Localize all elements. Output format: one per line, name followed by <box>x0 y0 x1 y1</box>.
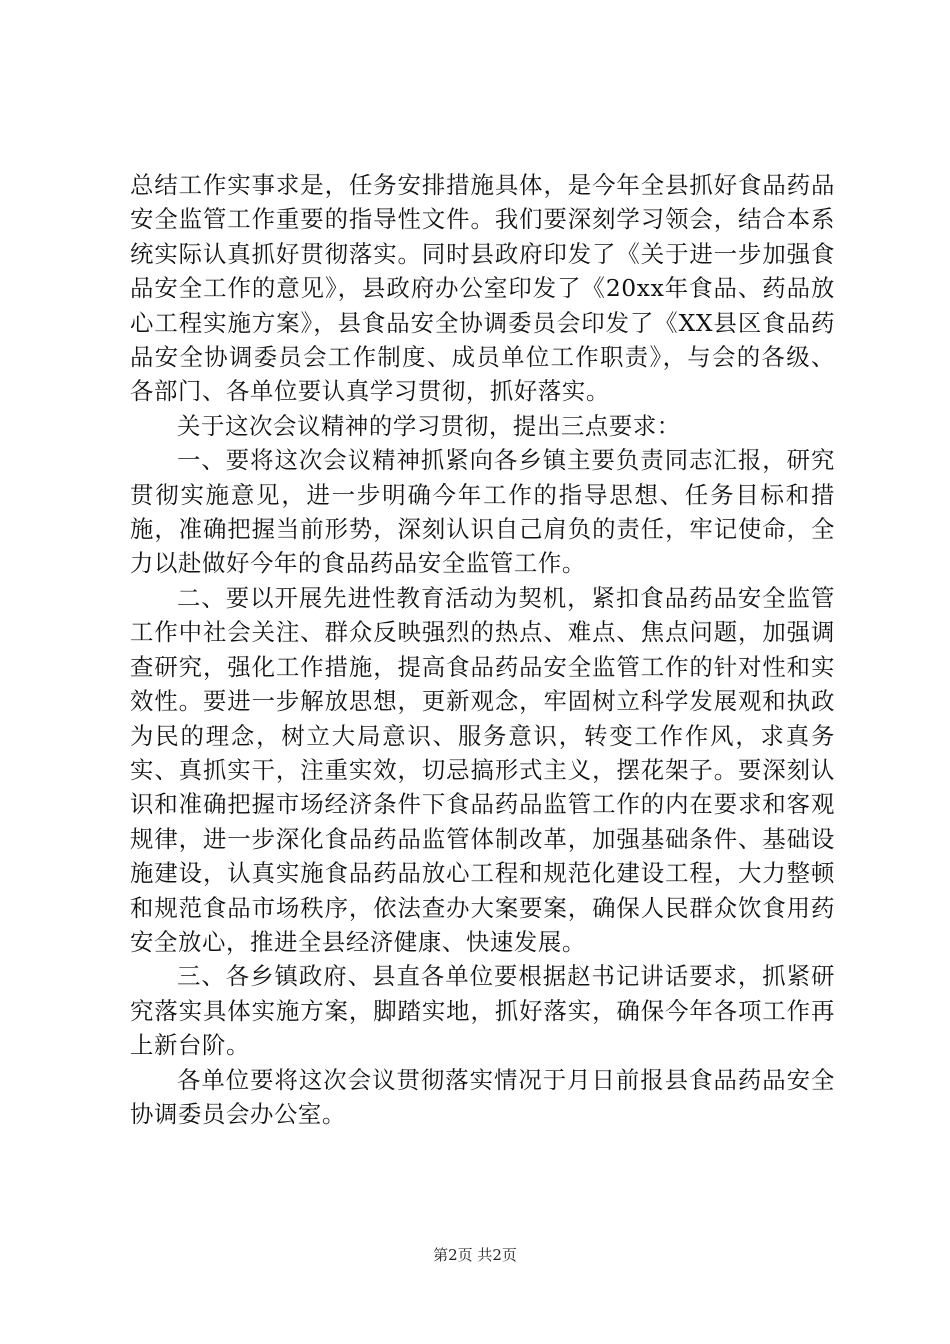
paragraph-closing: 各单位要将这次会议贯彻落实情况于月日前报县食品药品安全协调委员会办公室。 <box>130 1065 835 1128</box>
paragraph-requirement-1: 一、要将这次会议精神抓紧向各乡镇主要负责同志汇报，研究贯彻实施意见，进一步明确今年工作的指导思想、任务目标和措施，准确把握当前形势，深刻认识自己肩负的责任，牢记使命，全力以赴做好今年的食品药品安全监管工作。 <box>130 446 835 578</box>
paragraph-requirement-3: 三、各乡镇政府、县直各单位要根据赵书记讲话要求，抓紧研究落实具体实施方案，脚踏实地，抓好落实，确保今年各项工作再上新台阶。 <box>130 962 835 1060</box>
page-number-footer: 第2页 共2页 <box>433 1246 517 1264</box>
paragraph-continuation: 总结工作实事求是，任务安排措施具体，是今年全县抓好食品药品安全监管工作重要的指导性文件。我们要深刻学习领会，结合本系统实际认真抓好贯彻落实。同时县政府印发了《关于进一步加强食品安全工作的意见》，县政府办公室印发了《20xx年食品、药品放心工程实施方案》，县食品安全协调委员会印发了《XX县区食品药品安全协调委员会工作制度、成员单位工作职责》，与会的各级、各部门、各单位要认真学习贯彻，抓好落实。 <box>130 171 835 406</box>
document-body <box>130 168 835 1131</box>
paragraph-requirement-2: 二、要以开展先进性教育活动为契机，紧扣食品药品安全监管工作中社会关注、群众反映强烈的热点、难点、焦点问题，加强调查研究，强化工作措施，提高食品药品安全监管工作的针对性和实效性。要进一步解放思想，更新观念，牢固树立科学发展观和执政为民的理念，树立大局意识、服务意识，转变工作作风，求真务实、真抓实干，注重实效，切忌搞形式主义，摆花架子。要深刻认识和准确把握市场经济条件下食品药品监管工作的内在要求和客观规律，进一步深化食品药品监管体制改革，加强基础条件、基础设施建设，认真实施食品药品放心工程和规范化建设工程，大力整顿和规范食品市场秩序，依法查办大案要案，确保人民群众饮食用药安全放心，推进全县经济健康、快速发展。 <box>130 583 835 956</box>
paragraph-intro-requirements: 关于这次会议精神的学习贯彻，提出三点要求： <box>177 411 681 440</box>
